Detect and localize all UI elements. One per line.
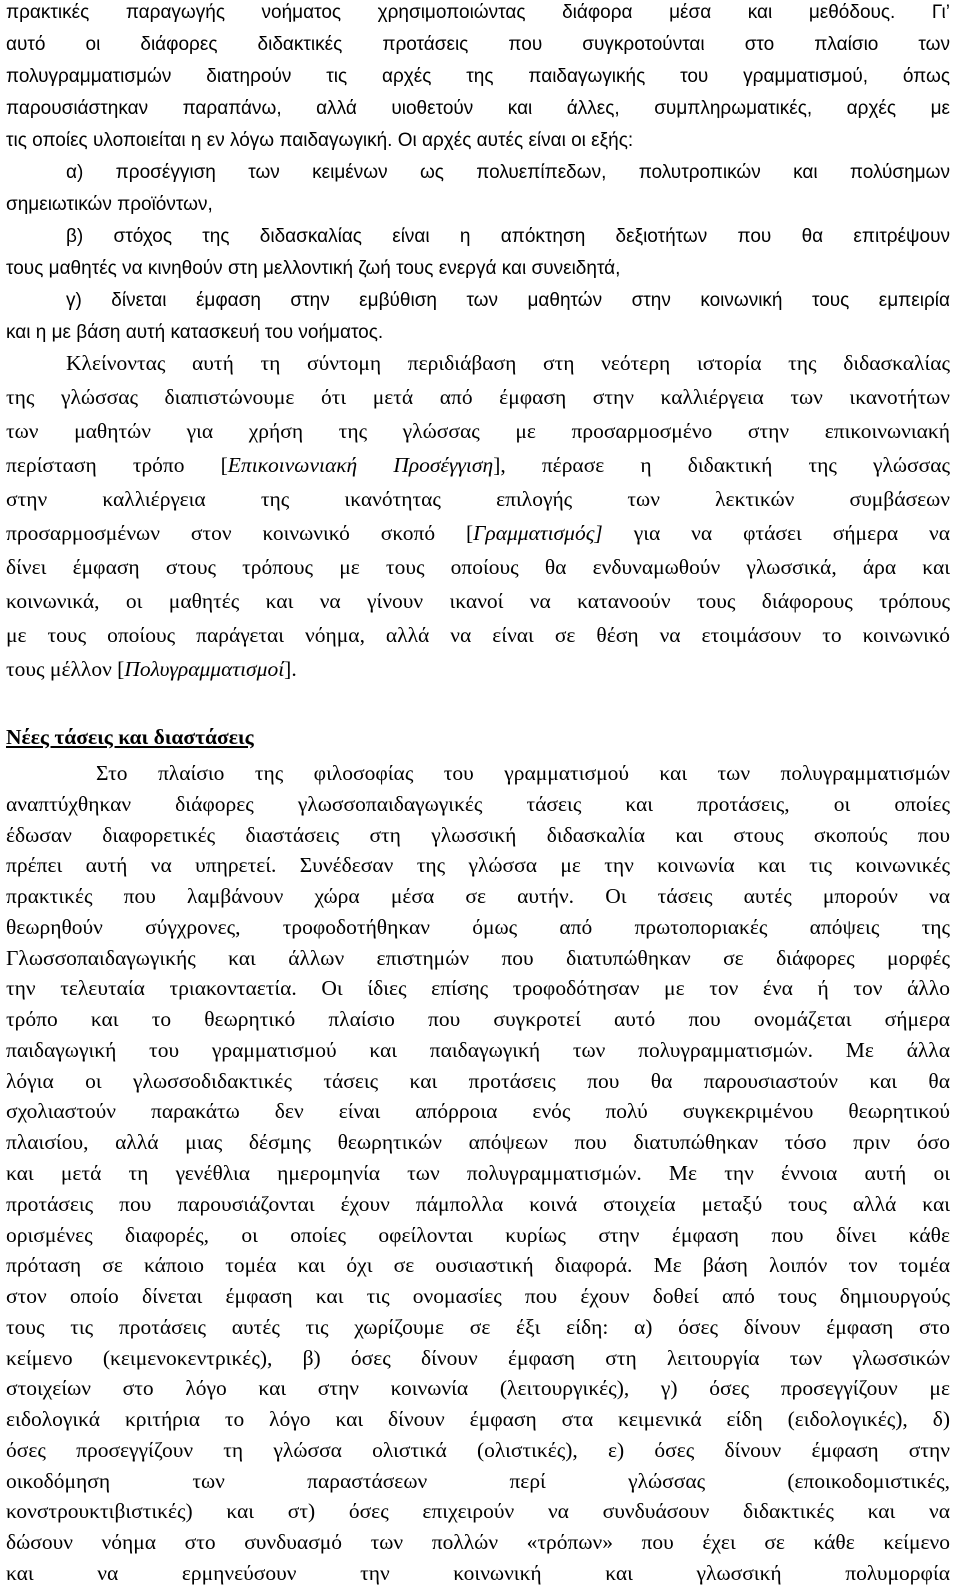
text-line: κείμενο (κειμενοκεντρικές), β) όσες δίνουν έμφαση στη λειτουργία των γλωσσικών: [6, 1345, 950, 1370]
text-line: πλαισίου, αλλά μιας δέσμης θεωρητικών απόψεων που διατυπώθηκαν τόσο πριν όσο: [6, 1130, 950, 1155]
text-line: στοιχείων στο λόγο και στην κοινωνία (λειτουργικές), γ) όσες προσεγγίζουν με: [6, 1376, 950, 1401]
text-segment: τους μέλλον [: [6, 657, 125, 681]
term-literacy: Γραμματισμός]: [473, 521, 603, 545]
text-line: στον οποίο δίνεται έμφαση και τις ονομασίες που έχουν δοθεί από τους δημιουργούς: [6, 1284, 950, 1309]
text-line: πρέπει αυτή να υπηρετεί. Συνέδεσαν της γλώσσα με την κοινωνία και τις κοινωνικές: [6, 853, 950, 878]
text-line: τους μαθητές να κινηθούν στη μελλοντική ζωή τους ενεργά και συνειδητά,: [6, 258, 621, 279]
list-item-c: γ) δίνεται έμφαση στην εμβύθιση των μαθητών στην κοινωνική τους εμπειρία: [66, 290, 950, 311]
text-segment: περίσταση τρόπο [: [6, 453, 228, 477]
text-line: οικοδόμηση των παραστάσεων περί γλώσσας (εποικοδομιστικές,: [6, 1468, 950, 1493]
text-segment: προσαρμοσμένων στον κοινωνικό σκοπό [: [6, 521, 474, 545]
text-line: [6, 516, 950, 550]
text-line: προτάσεις που παρουσιάζονται έχουν πάμπολλα κοινά στοιχεία μεταξύ τους αλλά και: [6, 1191, 950, 1216]
text-line: τους τις προτάσεις αυτές τις χωρίζουμε σε έξι είδη: α) όσες δίνουν έμφαση στο: [6, 1314, 950, 1339]
text-line: παρουσιάστηκαν παραπάνω, αλλά υιοθετούν και άλλες, συμπληρωματικές, αρχές με: [6, 98, 950, 119]
list-item-b: β) στόχος της διδασκαλίας είναι η απόκτηση δεξιοτήτων που θα επιτρέψουν: [66, 226, 950, 247]
paragraph-first-line: Στο πλαίσιο της φιλοσοφίας του γραμματισμού και των πολυγραμματισμών: [96, 761, 950, 785]
text-line: και να ερμηνεύσουν την κοινωνική και γλωσσική πολυμορφία: [6, 1561, 950, 1585]
text-line: λόγια οι γλωσσοδιδακτικές τάσεις και προτάσεις που θα παρουσιαστούν και θα: [6, 1068, 950, 1093]
text-line: τις οποίες υλοποιείται η εν λόγω παιδαγωγική. Οι αρχές αυτές είναι οι εξής:: [6, 130, 634, 151]
text-line: Γλωσσοπαιδαγωγικής και άλλων επιστημών που διατυπώθηκαν σε διάφορες μορφές: [6, 945, 950, 970]
text-line: αναπτύχθηκαν διάφορες γλωσσοπαιδαγωγικές τάσεις και προτάσεις, οι οποίες: [6, 791, 950, 816]
text-line: δώσουν νόημα στο συνδυασμό των πολλών «τρόπων» που έχει σε κάθε κείμενο: [6, 1530, 950, 1555]
text-line: πρακτικές παραγωγής νοήματος χρησιμοποιώντας διάφορα μέσα και μεθόδους. Γι’: [6, 2, 950, 23]
text-line: πρόταση σε κάποιο τομέα και όχι σε ουσιαστική διαφορά. Με βάση λοιπόν τον τομέα: [6, 1253, 950, 1278]
text-segment: για να φτάσει σήμερα να: [602, 521, 950, 545]
text-line: όσες προσεγγίζουν τη γλώσσα ολιστικά (ολιστικές), ε) όσες δίνουν έμφαση στην: [6, 1437, 950, 1462]
text-segment: ].: [284, 657, 297, 681]
text-line: έδωσαν διαφορετικές διαστάσεις στη γλωσσική διδασκαλία και στους σκοπούς που: [6, 822, 950, 847]
text-line: και η με βάση αυτή κατασκευή του νοήματος.: [6, 322, 384, 343]
text-line: ειδολογικά κριτήρια το λόγο και δίνουν έμφαση στα κειμενικά είδη (ειδολογικές), δ): [6, 1407, 950, 1432]
list-item-a: α) προσέγγιση των κειμένων ως πολυεπίπεδων, πολυτροπικών και πολύσημων: [66, 162, 950, 183]
text-line: θεωρηθούν σύγχρονες, τροφοδοτήθηκαν όμως από πρωτοποριακές απόψεις της: [6, 914, 950, 939]
text-line: των μαθητών για χρήση της γλώσσας με προσαρμοσμένο στην επικοινωνιακή: [6, 419, 950, 443]
text-line: ορισμένες διαφορές, οι οποίες οφείλονται κυρίως στην έμφαση που δίνει κάθε: [6, 1222, 950, 1247]
text-line: δίνει έμφαση στους τρόπους με τους οποίους θα ενδυναμωθούν γλωσσικά, άρα και: [6, 555, 950, 579]
text-segment: ], πέρασε η διδακτική της γλώσσας: [493, 453, 950, 477]
text-line: πολυγραμματισμών διατηρούν τις αρχές της παιδαγωγικής του γραμματισμού, όπως: [6, 66, 950, 87]
text-line: στην καλλιέργεια της ικανότητας επιλογής των λεκτικών συμβάσεων: [6, 487, 950, 511]
text-line: κονστρουκτιβιστικές) και στ) όσες επιχειρούν να συνδυάσουν διδακτικές και να: [6, 1499, 950, 1524]
text-line: πρακτικές που λαμβάνουν χώρα μέσα σε αυτήν. Οι τάσεις αυτές μπορούν να: [6, 884, 950, 909]
text-line: σημειωτικών προϊόντων,: [6, 194, 213, 215]
text-line: [6, 448, 950, 482]
text-line: [6, 652, 950, 686]
section-heading: Νέες τάσεις και διαστάσεις: [6, 725, 254, 749]
term-multiliteracies: Πολυγραμματισμοί: [124, 657, 285, 681]
text-line: της γλώσσας διαπιστώνουμε ότι μετά από έμφαση στην καλλιέργεια των ικανοτήτων: [6, 385, 950, 409]
text-line: κοινωνικά, οι μαθητές και να γίνουν ικανοί να κατανοούν τους διάφορους τρόπους: [6, 589, 950, 613]
term-communicative-approach: Επικοινωνιακή Προσέγγιση: [227, 453, 494, 477]
text-line: παιδαγωγική του γραμματισμού και παιδαγωγική των πολυγραμματισμών. Με άλλα: [6, 1037, 950, 1062]
text-line: σχολιαστούν παρακάτω δεν είναι απόρροια ενός πολύ συγκεκριμένου θεωρητικού: [6, 1099, 950, 1124]
paragraph-first-line: Κλείνοντας αυτή τη σύντομη περιδιάβαση στη νεότερη ιστορία της διδασκαλίας: [66, 351, 950, 375]
text-line: με τους οποίους παράγεται νόημα, αλλά να είναι σε θέση να ετοιμάσουν το κοινωνικό: [6, 623, 950, 647]
text-line: αυτό οι διάφορες διδακτικές προτάσεις που συγκροτούνται στο πλαίσιο των: [6, 34, 950, 55]
text-line: την τελευταία τριακονταετία. Οι ίδιες επίσης τροφοδότησαν με τον ένα ή τον άλλο: [6, 976, 950, 1001]
text-line: και μετά τη γενέθλια ημερομηνία των πολυγραμματισμών. Με την έννοια αυτή οι: [6, 1161, 950, 1185]
text-line: τρόπο και το θεωρητικό πλαίσιο που συγκροτεί αυτό που ονομάζεται σήμερα: [6, 1007, 950, 1032]
